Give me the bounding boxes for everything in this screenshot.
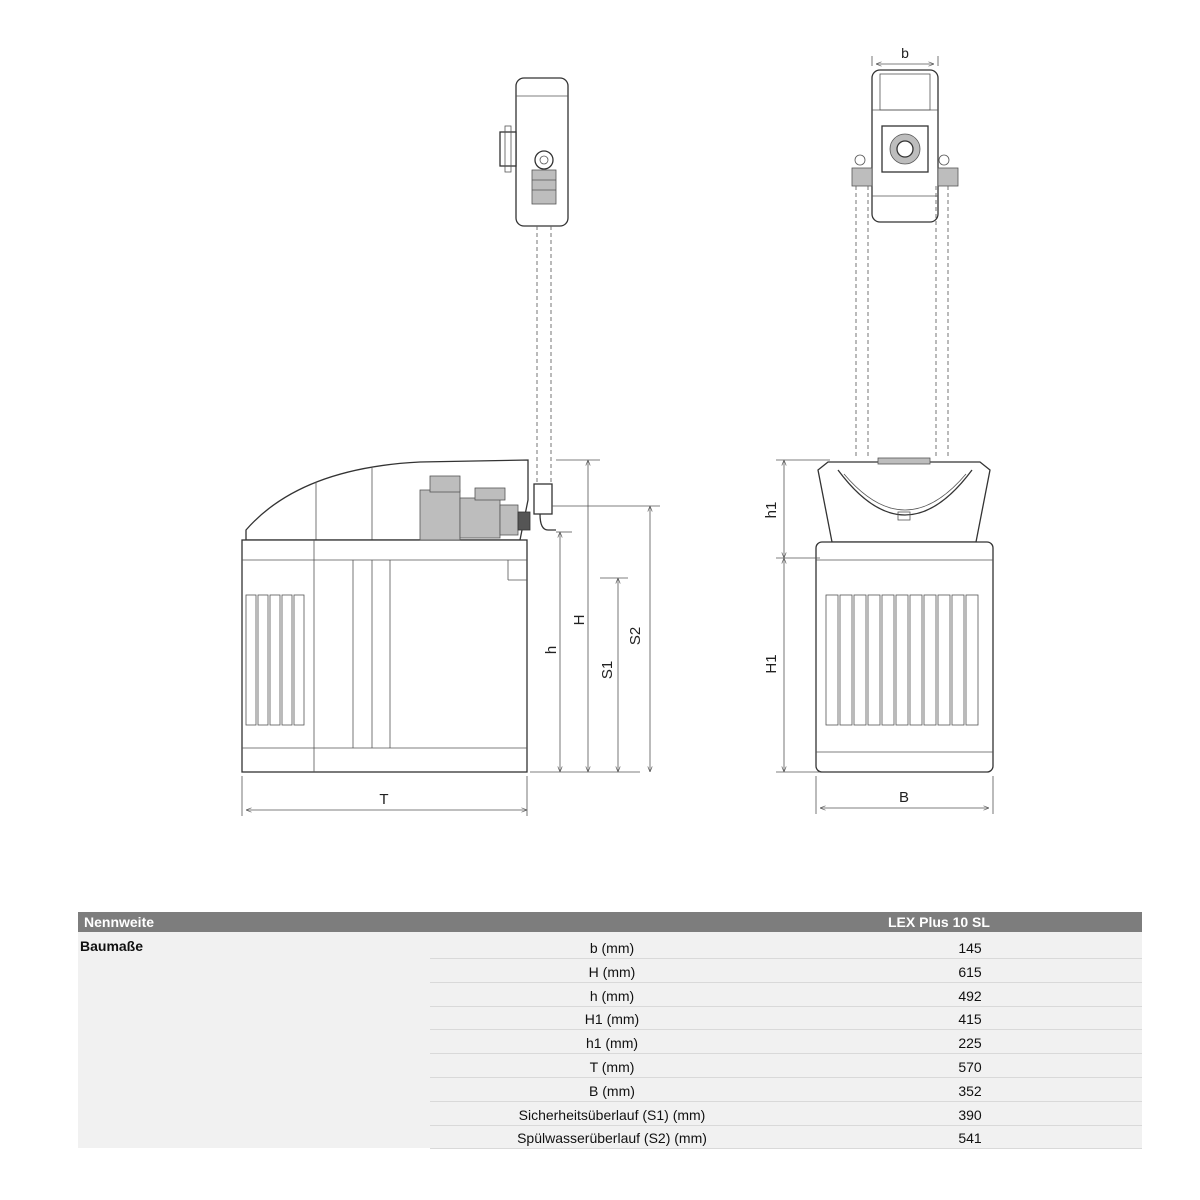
table-row (430, 960, 1142, 983)
side-view-cabinet (242, 460, 556, 772)
header-model: LEX Plus 10 SL (888, 914, 990, 930)
dim-label-T: T (379, 791, 389, 808)
front-view-cabinet (816, 458, 993, 772)
dim-label-H: H (571, 614, 588, 626)
table-row (430, 1007, 1142, 1030)
dim-label-h: h (543, 645, 560, 655)
row-label: T (mm) (589, 1059, 635, 1075)
row-label: Sicherheitsüberlauf (S1) (mm) (518, 1106, 706, 1123)
dim-label-H1: H1 (763, 654, 780, 674)
row-value: 225 (958, 1035, 982, 1052)
row-value: 570 (958, 1059, 982, 1075)
table-row (430, 1126, 1142, 1149)
table-row (430, 1103, 1142, 1126)
table-row (430, 936, 1142, 959)
row-value: 352 (958, 1082, 982, 1099)
header-nennweite: Nennweite (84, 914, 155, 930)
row-value: 415 (958, 1011, 982, 1028)
row-label: b (mm) (589, 940, 635, 956)
dimensions-table (78, 912, 1142, 1148)
row-value: 145 (958, 940, 982, 956)
table-row (430, 1079, 1142, 1102)
dim-label-h1: h1 (763, 501, 780, 519)
dim-label-b: b (901, 45, 909, 61)
row-value: 615 (958, 963, 982, 980)
side-view-head (500, 78, 568, 226)
row-value: 541 (958, 1130, 982, 1147)
dim-label-S2: S2 (627, 626, 644, 646)
front-view-head (852, 70, 958, 222)
row-label: Spülwasserüberlauf (S2) (mm) (517, 1130, 707, 1147)
dim-label-B: B (898, 789, 910, 806)
dim-label-S1: S1 (599, 660, 616, 680)
group-label-baumasse: Baumaße (80, 938, 144, 954)
table-row (430, 984, 1142, 1007)
side-view-connection-lines (537, 226, 551, 482)
row-label: H (mm) (588, 963, 636, 980)
row-value: 492 (958, 987, 982, 1004)
front-view-dim-b (872, 45, 938, 66)
row-label: H1 (mm) (584, 1011, 640, 1028)
table-header (78, 912, 1142, 932)
table-row (430, 1031, 1142, 1054)
table-row (430, 1055, 1142, 1078)
row-label: B (mm) (589, 1082, 635, 1099)
front-view-connection-lines (856, 186, 948, 458)
row-label: h1 (mm) (585, 1035, 639, 1052)
row-value: 390 (958, 1106, 982, 1123)
row-label: h (mm) (589, 987, 635, 1004)
